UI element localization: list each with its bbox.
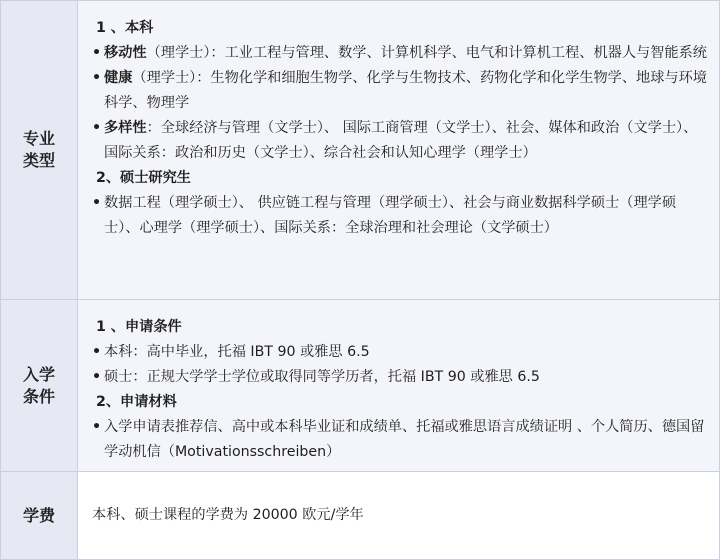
item-term: 多样性 <box>104 120 147 136</box>
item-text: （理学士）：生物化学和细胞生物学、化学与生物技术、药物化学和化学生物学、地球与环境科学、物理学 <box>104 70 707 111</box>
item-text: 入学申请表推荐信、高中或本科毕业证和成绩单、托福或雅思语言成绩证明 、个人简历、德国留学动机信（Motivationsschreiben） <box>104 419 705 460</box>
tuition-label: 学费 <box>22 505 55 525</box>
tuition-content <box>78 472 719 559</box>
admission-content <box>78 300 719 472</box>
tuition-text: 本科、硕士课程的学费为 20000 欧元/学年 <box>92 507 364 523</box>
row-label-tuition <box>1 472 78 559</box>
list-item <box>92 191 707 241</box>
materials-heading: 2、申请材料 <box>96 394 177 410</box>
item-term: 移动性 <box>104 45 147 61</box>
row-label-admission <box>1 300 78 472</box>
list-item <box>92 365 707 390</box>
requirements-heading: 1 、申请条件 <box>96 319 182 335</box>
list-item <box>92 116 707 166</box>
item-text: ：全球经济与管理（文学士）、 国际工商管理（文学士）、社会、媒体和政治（文学士）、国际关系：政治和历史（文学士）、综合社会和认知心理学（理学士） <box>104 120 698 161</box>
row-label-majors <box>1 1 78 300</box>
item-text: 本科：高中毕业，托福 IBT 90 或雅思 6.5 <box>104 344 370 360</box>
grad-heading: 2、硕士研究生 <box>96 170 191 186</box>
item-text: 数据工程（理学硕士）、 供应链工程与管理（理学硕士）、社会与商业数据科学硕士（理学硕士）、心理学（理学硕士）、国际关系：全球治理和社会理论（文学硕士） <box>104 195 677 236</box>
item-term: 健康 <box>104 70 133 86</box>
majors-label: 专业 类型 <box>22 129 55 170</box>
item-text: （理学士）：工业工程与管理、数学、计算机科学、电气和计算机工程、机器人与智能系统 <box>146 45 707 61</box>
majors-content <box>78 1 719 300</box>
list-item <box>92 66 707 116</box>
list-item <box>92 340 707 365</box>
undergrad-heading: 1 、本科 <box>96 20 154 36</box>
list-item <box>92 415 707 465</box>
item-text: 硕士：正规大学学士学位或取得同等学历者，托福 IBT 90 或雅思 6.5 <box>104 369 540 385</box>
admission-label: 入学 条件 <box>22 364 55 406</box>
list-item <box>92 41 707 66</box>
